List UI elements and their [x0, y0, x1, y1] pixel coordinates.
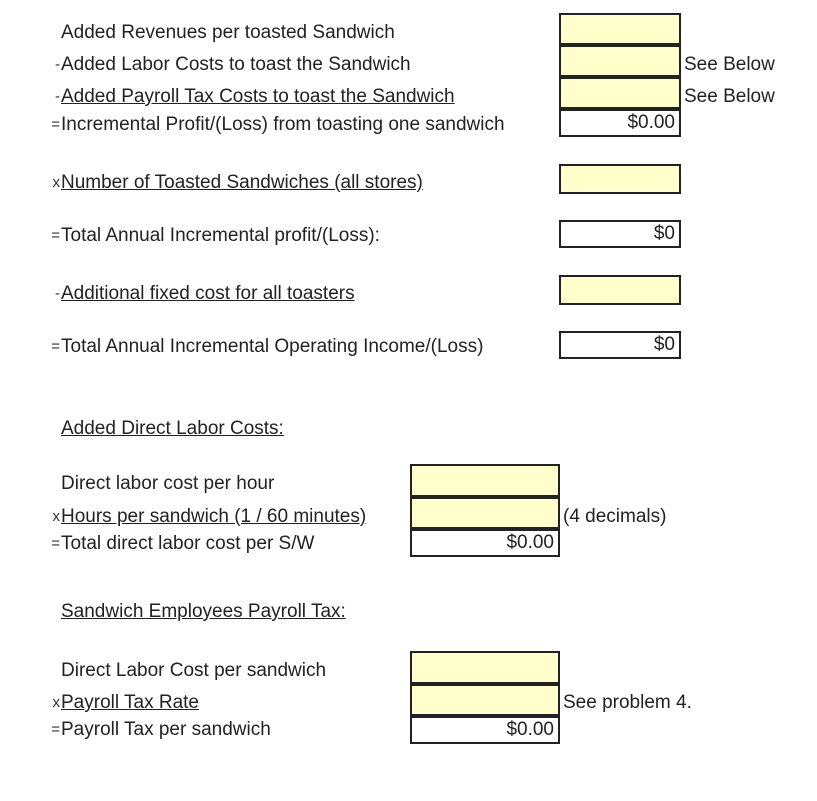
operator: x	[52, 508, 60, 525]
tax-total-value: $0.00	[410, 716, 560, 744]
fixed-cost-input[interactable]	[559, 275, 681, 305]
labor-total-label: Total direct labor cost per S/W	[61, 533, 315, 554]
operator: -	[55, 285, 60, 302]
hours-note: (4 decimals)	[563, 506, 667, 527]
operator: x	[52, 174, 60, 191]
labor-rate-label: Direct labor cost per hour	[61, 473, 275, 494]
tax-rate-input[interactable]	[410, 684, 560, 716]
operator: =	[51, 227, 60, 244]
operator: -	[55, 88, 60, 105]
operator: =	[51, 535, 60, 552]
tax-total-label: Payroll Tax per sandwich	[61, 719, 271, 740]
labor-total-value: $0.00	[410, 529, 560, 557]
payroll-tax-input[interactable]	[559, 77, 681, 109]
profit-unit-label: Incremental Profit/(Loss) from toasting one sandwich	[61, 114, 505, 135]
operator: x	[52, 694, 60, 711]
count-label: Number of Toasted Sandwiches (all stores)	[61, 172, 423, 193]
profit-unit-value: $0.00	[559, 109, 681, 137]
labor-rate-input[interactable]	[410, 464, 560, 497]
hours-label: Hours per sandwich (1 / 60 minutes)	[61, 506, 367, 527]
total-profit-label: Total Annual Incremental profit/(Loss):	[61, 225, 380, 246]
tax-rate-label: Payroll Tax Rate	[61, 692, 199, 713]
tax-cost-label: Direct Labor Cost per sandwich	[61, 660, 327, 681]
labor-note: See Below	[684, 54, 775, 75]
payroll-label: Added Payroll Tax Costs to toast the Sandwich	[61, 86, 455, 107]
operator: =	[51, 721, 60, 738]
total-income-label: Total Annual Incremental Operating Income/(Loss)	[61, 336, 484, 357]
total-income-value: $0	[559, 331, 681, 359]
operator: =	[51, 338, 60, 355]
revenues-input[interactable]	[559, 13, 681, 45]
operator: =	[51, 116, 60, 133]
total-profit-value: $0	[559, 220, 681, 248]
labor-cost-input[interactable]	[559, 45, 681, 77]
payroll-note: See Below	[684, 86, 775, 107]
tax-rate-note: See problem 4.	[563, 692, 692, 713]
revenues-label: Added Revenues per toasted Sandwich	[61, 22, 395, 43]
operator: -	[55, 56, 60, 73]
tax-cost-input[interactable]	[410, 651, 560, 684]
labor-label: Added Labor Costs to toast the Sandwich	[61, 54, 411, 75]
sandwich-count-input[interactable]	[559, 164, 681, 194]
tax-section-title: Sandwich Employees Payroll Tax:	[61, 601, 346, 622]
fixed-label: Additional fixed cost for all toasters	[61, 283, 355, 304]
hours-input[interactable]	[410, 497, 560, 529]
labor-section-title: Added Direct Labor Costs:	[61, 418, 284, 439]
